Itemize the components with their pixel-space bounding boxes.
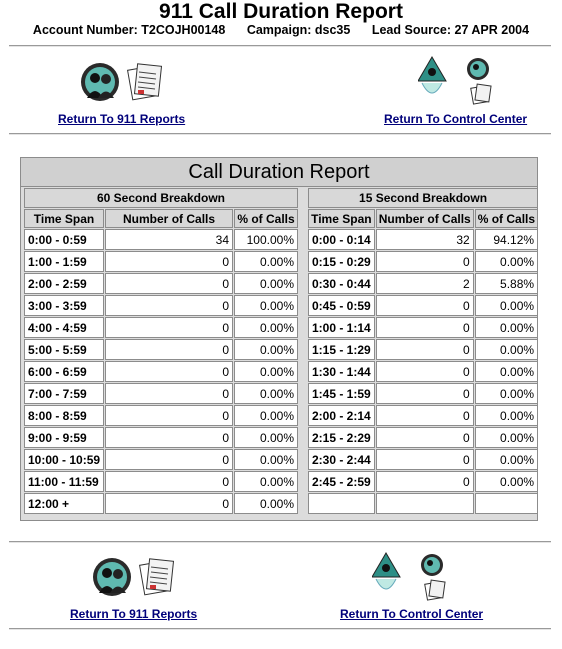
table-row [24, 295, 298, 316]
table-row [24, 251, 298, 272]
number-of-calls-cell: 0 [105, 273, 233, 294]
table-row [308, 361, 538, 382]
table-row [308, 449, 538, 470]
table-row [308, 383, 538, 404]
table-row [308, 427, 538, 448]
percent-of-calls-cell: 0.00% [475, 295, 538, 316]
number-of-calls-cell: 0 [376, 405, 474, 426]
table-row [24, 229, 298, 250]
return-to-911-reports-link[interactable]: Return To 911 Reports [58, 112, 186, 126]
number-of-calls-cell: 0 [105, 493, 233, 514]
table-row [308, 471, 538, 492]
time-span-cell: 0:00 - 0:14 [308, 229, 375, 250]
number-of-calls-cell: 0 [105, 405, 233, 426]
time-span-cell: 9:00 - 9:59 [24, 427, 104, 448]
number-of-calls-cell: 0 [105, 471, 233, 492]
table-row [308, 339, 538, 360]
sixty-second-table [23, 187, 299, 515]
return-to-control-center-link[interactable]: Return To Control Center [384, 112, 528, 126]
percent-of-calls-cell: 0.00% [475, 471, 538, 492]
return-to-911-reports-link[interactable]: Return To 911 Reports [70, 607, 198, 621]
number-of-calls-cell: 0 [376, 295, 474, 316]
table-row [24, 273, 298, 294]
time-span-cell: 12:00 + [24, 493, 104, 514]
time-span-cell: 1:45 - 1:59 [308, 383, 375, 404]
percent-of-calls-cell: 0.00% [475, 317, 538, 338]
time-span-cell: 4:00 - 4:59 [24, 317, 104, 338]
column-header-percent-of-calls: % of Calls [234, 209, 298, 228]
percent-of-calls-cell: 0.00% [234, 251, 298, 272]
page-title: 911 Call Duration Report [159, 0, 403, 23]
number-of-calls-cell: 34 [105, 229, 233, 250]
number-of-calls-cell: 0 [105, 449, 233, 470]
percent-of-calls-cell: 0.00% [234, 339, 298, 360]
divider [9, 541, 551, 543]
number-of-calls-cell: 0 [105, 295, 233, 316]
percent-of-calls-cell: 0.00% [475, 449, 538, 470]
report-title: Call Duration Report [21, 158, 537, 187]
breakdown-heading: 60 Second Breakdown [24, 188, 298, 208]
time-span-cell: 1:30 - 1:44 [308, 361, 375, 382]
number-of-calls-cell: 0 [105, 427, 233, 448]
fifteen-second-table [307, 187, 539, 515]
account-number: Account Number: T2COJH00148 [32, 23, 226, 37]
sixty-second-breakdown [23, 187, 299, 515]
time-span-cell: 1:15 - 1:29 [308, 339, 375, 360]
table-row [24, 339, 298, 360]
table-row [308, 229, 538, 250]
table-row [24, 449, 298, 470]
divider [9, 45, 551, 47]
percent-of-calls-cell: 0.00% [234, 427, 298, 448]
percent-of-calls-cell: 0.00% [475, 361, 538, 382]
number-of-calls-cell: 0 [376, 361, 474, 382]
number-of-calls-cell: 0 [376, 317, 474, 338]
time-span-cell [308, 493, 375, 514]
percent-of-calls-cell: 0.00% [475, 383, 538, 404]
time-span-cell: 7:00 - 7:59 [24, 383, 104, 404]
percent-of-calls-cell: 0.00% [234, 493, 298, 514]
number-of-calls-cell: 0 [376, 383, 474, 404]
number-of-calls-cell: 0 [105, 317, 233, 338]
percent-of-calls-cell: 94.12% [475, 229, 538, 250]
table-row [24, 493, 298, 514]
time-span-cell: 6:00 - 6:59 [24, 361, 104, 382]
time-span-cell: 1:00 - 1:59 [24, 251, 104, 272]
time-span-cell: 5:00 - 5:59 [24, 339, 104, 360]
table-row [24, 317, 298, 338]
people-and-reports-icon[interactable] [90, 555, 180, 604]
number-of-calls-cell: 0 [376, 449, 474, 470]
table-row [308, 405, 538, 426]
table-row [308, 251, 538, 272]
call-duration-report [20, 157, 538, 521]
number-of-calls-cell: 0 [105, 361, 233, 382]
number-of-calls-cell: 0 [105, 251, 233, 272]
percent-of-calls-cell: 0.00% [234, 383, 298, 404]
number-of-calls-cell: 0 [376, 427, 474, 448]
table-row [24, 405, 298, 426]
number-of-calls-cell [376, 493, 474, 514]
table-row [24, 383, 298, 404]
number-of-calls-cell: 0 [376, 251, 474, 272]
time-span-cell: 0:15 - 0:29 [308, 251, 375, 272]
percent-of-calls-cell: 0.00% [475, 427, 538, 448]
control-center-icon[interactable] [418, 55, 498, 112]
percent-of-calls-cell: 0.00% [475, 405, 538, 426]
column-header-number-of-calls: Number of Calls [376, 209, 474, 228]
percent-of-calls-cell: 0.00% [475, 339, 538, 360]
time-span-cell: 3:00 - 3:59 [24, 295, 104, 316]
time-span-cell: 2:00 - 2:14 [308, 405, 375, 426]
control-center-icon[interactable] [372, 551, 452, 608]
percent-of-calls-cell: 0.00% [234, 471, 298, 492]
number-of-calls-cell: 0 [376, 339, 474, 360]
percent-of-calls-cell [475, 493, 538, 514]
percent-of-calls-cell: 100.00% [234, 229, 298, 250]
percent-of-calls-cell: 0.00% [234, 405, 298, 426]
percent-of-calls-cell: 0.00% [234, 273, 298, 294]
time-span-cell: 10:00 - 10:59 [24, 449, 104, 470]
time-span-cell: 0:45 - 0:59 [308, 295, 375, 316]
divider [9, 628, 551, 630]
time-span-cell: 2:30 - 2:44 [308, 449, 375, 470]
number-of-calls-cell: 0 [105, 383, 233, 404]
number-of-calls-cell: 2 [376, 273, 474, 294]
number-of-calls-cell: 0 [105, 339, 233, 360]
column-header-time-span: Time Span [24, 209, 104, 228]
number-of-calls-cell: 32 [376, 229, 474, 250]
table-row [24, 427, 298, 448]
time-span-cell: 2:45 - 2:59 [308, 471, 375, 492]
time-span-cell: 0:00 - 0:59 [24, 229, 104, 250]
percent-of-calls-cell: 5.88% [475, 273, 538, 294]
column-header-number-of-calls: Number of Calls [105, 209, 233, 228]
table-row [308, 317, 538, 338]
percent-of-calls-cell: 0.00% [234, 449, 298, 470]
people-and-reports-icon[interactable] [78, 60, 168, 109]
breakdown-heading: 15 Second Breakdown [308, 188, 538, 208]
return-to-control-center-link[interactable]: Return To Control Center [340, 607, 484, 621]
table-row [308, 295, 538, 316]
column-header-time-span: Time Span [308, 209, 375, 228]
divider [9, 133, 551, 135]
campaign: Campaign: dsc35 [246, 23, 351, 37]
time-span-cell: 8:00 - 8:59 [24, 405, 104, 426]
time-span-cell: 2:15 - 2:29 [308, 427, 375, 448]
report-info-line [0, 23, 562, 37]
time-span-cell: 1:00 - 1:14 [308, 317, 375, 338]
percent-of-calls-cell: 0.00% [475, 251, 538, 272]
lead-source: Lead Source: 27 APR 2004 [371, 23, 530, 37]
table-row [24, 361, 298, 382]
time-span-cell: 11:00 - 11:59 [24, 471, 104, 492]
table-row [308, 273, 538, 294]
number-of-calls-cell: 0 [376, 471, 474, 492]
percent-of-calls-cell: 0.00% [234, 295, 298, 316]
column-header-percent-of-calls: % of Calls [475, 209, 538, 228]
fifteen-second-breakdown [307, 187, 536, 515]
time-span-cell: 2:00 - 2:59 [24, 273, 104, 294]
time-span-cell: 0:30 - 0:44 [308, 273, 375, 294]
table-row [308, 493, 538, 514]
table-row [24, 471, 298, 492]
percent-of-calls-cell: 0.00% [234, 361, 298, 382]
percent-of-calls-cell: 0.00% [234, 317, 298, 338]
